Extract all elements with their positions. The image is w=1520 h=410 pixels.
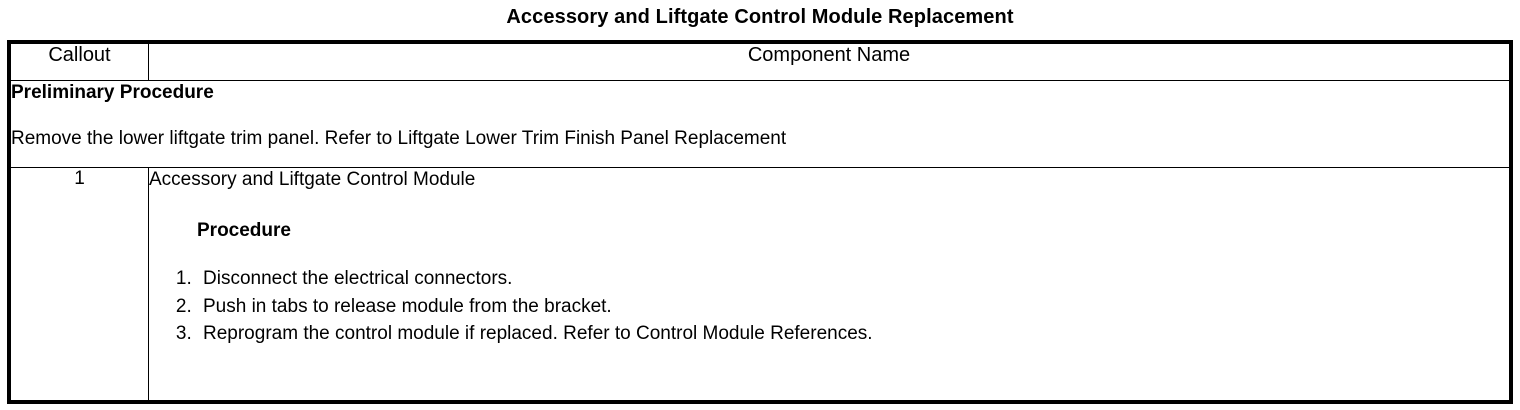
- component-detail-cell: [149, 168, 1510, 401]
- list-item: 3. Reprogram the control module if replaced. Refer to Control Module References.: [197, 320, 1509, 348]
- preliminary-procedure-cell: [11, 81, 1510, 168]
- component-name: Accessory and Liftgate Control Module: [149, 169, 476, 190]
- preliminary-procedure-heading: Preliminary Procedure: [11, 82, 214, 103]
- procedure-step-list: [149, 265, 1509, 348]
- column-header-callout: Callout: [11, 44, 149, 81]
- preliminary-procedure-row: [11, 81, 1510, 168]
- procedure-heading: Procedure: [197, 219, 291, 241]
- list-item: 1. Disconnect the electrical connectors.: [197, 265, 1509, 293]
- table-row: [11, 168, 1510, 401]
- list-item: 2. Push in tabs to release module from the bracket.: [197, 293, 1509, 321]
- preliminary-procedure-text: Remove the lower liftgate trim panel. Refer to Liftgate Lower Trim Finish Panel Replacement: [11, 127, 787, 149]
- procedure-table: [10, 43, 1510, 401]
- procedure-table-container: [7, 40, 1513, 404]
- callout-number: 1: [11, 168, 149, 401]
- table-header-row: [11, 44, 1510, 81]
- page-title: Accessory and Liftgate Control Module Replacement: [506, 6, 1014, 28]
- column-header-component-name: Component Name: [149, 44, 1510, 81]
